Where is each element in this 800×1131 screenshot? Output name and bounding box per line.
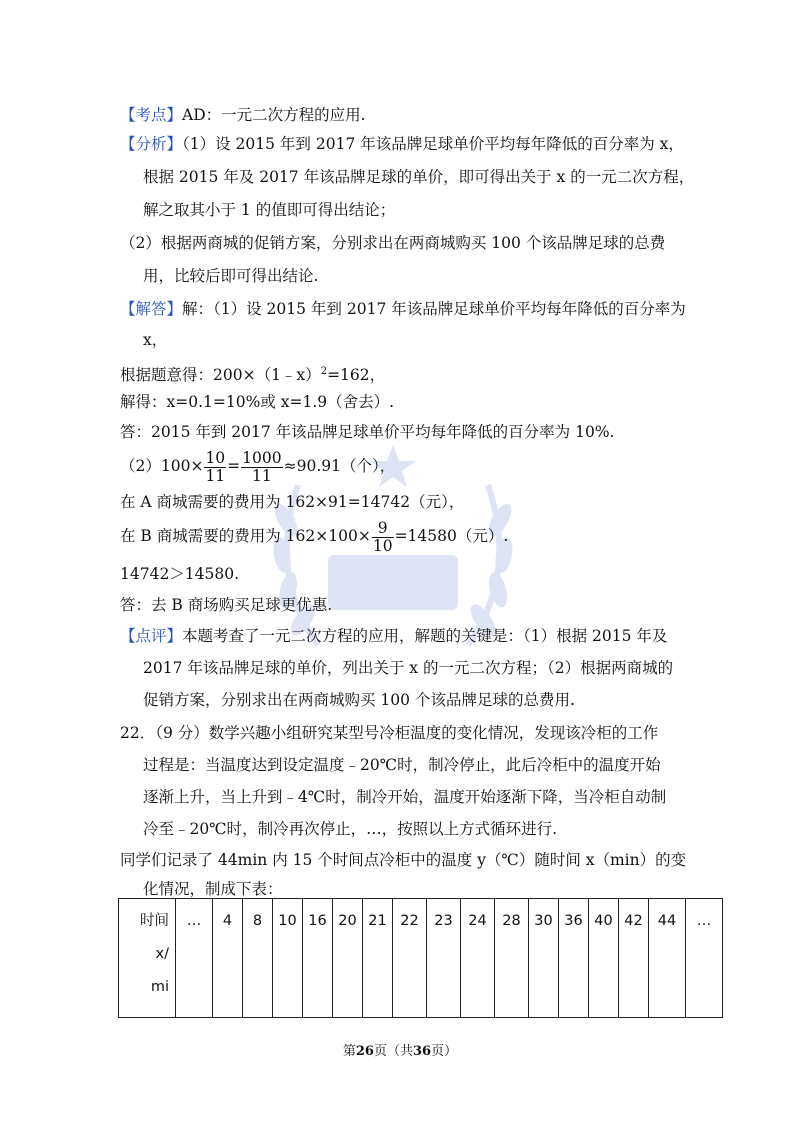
- page-footer: [0, 1040, 800, 1059]
- temperature-table: [118, 898, 723, 1018]
- table-cell: 20: [333, 899, 363, 1018]
- equation-1-exponent: 2: [320, 366, 328, 377]
- question-22-line-4: 冷至﹣20℃时，制冷再次停止，…，按照以上方式循环进行.: [143, 820, 557, 838]
- b-mall-result: =14580（元）.: [394, 527, 509, 545]
- table-cell: 23: [427, 899, 461, 1018]
- footer-mid: 页（共: [373, 1044, 413, 1059]
- equation-1-right: =162，: [327, 366, 386, 385]
- table-row: [119, 899, 723, 1018]
- jieda-tag: 【解答】: [120, 300, 183, 318]
- fenxi-tag: 【分析】: [120, 135, 183, 153]
- equation-line-1: [120, 361, 385, 386]
- table-cell: 40: [589, 899, 619, 1018]
- question-22-line-2: 过程是：当温度达到设定温度﹣20℃时，制冷停止，此后冷柜中的温度开始: [143, 756, 661, 774]
- table-cell: 4: [213, 899, 243, 1018]
- fenxi-line-3: 解之取其小于 1 的值即可得出结论；: [143, 201, 396, 219]
- footer-prefix: 第: [342, 1044, 356, 1059]
- dianping-text-1: 本题考查了一元二次方程的应用，解题的关键是：（1）根据 2015 年及: [182, 627, 668, 645]
- fenxi-line-4: （2）根据两商城的促销方案，分别求出在两商城购买 100 个该品牌足球的总费: [120, 234, 666, 252]
- table-cell: 36: [559, 899, 589, 1018]
- equals-sign: =: [227, 457, 241, 475]
- part2-result: ≈90.91（个），: [283, 457, 396, 475]
- answer-line-2: 答：去 B 商场购买足球更优惠.: [120, 596, 333, 614]
- part2-calc-line: [120, 448, 395, 485]
- answer-line-1: 答：2015 年到 2017 年该品牌足球单价平均每年降低的百分率为 10%.: [120, 423, 615, 441]
- fenxi-line-1: [120, 133, 684, 155]
- footer-suffix: 页）: [431, 1044, 458, 1059]
- jieda-line-2: x，: [143, 331, 168, 349]
- table-cell: 10: [273, 899, 303, 1018]
- b-mall-prefix: 在 B 商城需要的费用为 162×100×: [120, 527, 371, 545]
- fenxi-line-5: 用，比较后即可得出结论.: [143, 267, 319, 285]
- compare-line: 14742＞14580.: [120, 565, 240, 583]
- table-cell: 44: [649, 899, 686, 1018]
- table-cell: …: [686, 899, 723, 1018]
- b-mall-line: [120, 518, 508, 555]
- kaodian-line: [120, 104, 366, 126]
- jieda-text-1: 解：（1）设 2015 年到 2017 年该品牌足球单价平均每年降低的百分率为: [182, 300, 686, 318]
- question-22-line-3: 逐渐上升，当上升到﹣4℃时，制冷开始，温度开始逐渐下降，当冷柜自动制: [143, 788, 667, 806]
- fraction-1000-11: $\frac{1000}{11}$: [242, 448, 282, 485]
- dianping-line-3: 促销方案，分别求出在两商城购买 100 个该品牌足球的总费用.: [143, 691, 575, 709]
- fenxi-line-2: 根据 2015 年及 2017 年该品牌足球的单价，即可得出关于 x 的一元二次方程，: [143, 168, 695, 186]
- part2-prefix: （2）100×: [120, 457, 204, 475]
- fenxi-text-1: （1）设 2015 年到 2017 年该品牌足球单价平均每年降低的百分率为 x，: [182, 135, 684, 153]
- header-line-1: 时间: [140, 913, 169, 929]
- dianping-line-2: 2017 年该品牌足球的单价，列出关于 x 的一元二次方程；（2）根据两商城的: [143, 659, 674, 677]
- dianping-tag: 【点评】: [120, 627, 183, 645]
- table-cell: 24: [461, 899, 495, 1018]
- table-cell: 30: [529, 899, 559, 1018]
- dianping-line-1: [120, 625, 667, 647]
- table-cell: …: [176, 899, 213, 1018]
- fraction-10-11: $\frac{10}{11}$: [205, 448, 226, 485]
- header-line-2: x/: [155, 946, 169, 962]
- a-mall-line: 在 A 商城需要的费用为 162×91=14742（元），: [120, 493, 465, 511]
- table-cell: 8: [243, 899, 273, 1018]
- table-cell: 28: [495, 899, 529, 1018]
- table-cell: 42: [619, 899, 649, 1018]
- fraction-9-10: $\frac{9}{10}$: [372, 518, 393, 555]
- question-22-line-5: 同学们记录了 44min 内 15 个时间点冷柜中的温度 y（℃）随时间 x（min）的变: [120, 851, 687, 869]
- header-line-3: mi: [150, 979, 169, 995]
- kaodian-text: AD：一元二次方程的应用.: [182, 106, 366, 124]
- footer-total-pages: 36: [413, 1044, 432, 1059]
- equation-1-left: 根据题意得：200×（1﹣x）: [120, 366, 321, 385]
- footer-page-number: 26: [355, 1044, 374, 1059]
- table-cell: 21: [363, 899, 393, 1018]
- equation-line-2: 解得：x=0.1=10%或 x=1.9（舍去）.: [120, 393, 395, 411]
- table-cell: 16: [303, 899, 333, 1018]
- question-22-line-6: 化情况，制成下表：: [143, 880, 283, 898]
- table-header-cell: [119, 899, 176, 1018]
- jieda-line-1: [120, 298, 686, 320]
- question-22-line-1: 22．（9 分）数学兴趣小组研究某型号冷柜温度的变化情况，发现该冷柜的工作: [120, 724, 659, 742]
- table-cell: 22: [393, 899, 427, 1018]
- kaodian-tag: 【考点】: [120, 106, 183, 124]
